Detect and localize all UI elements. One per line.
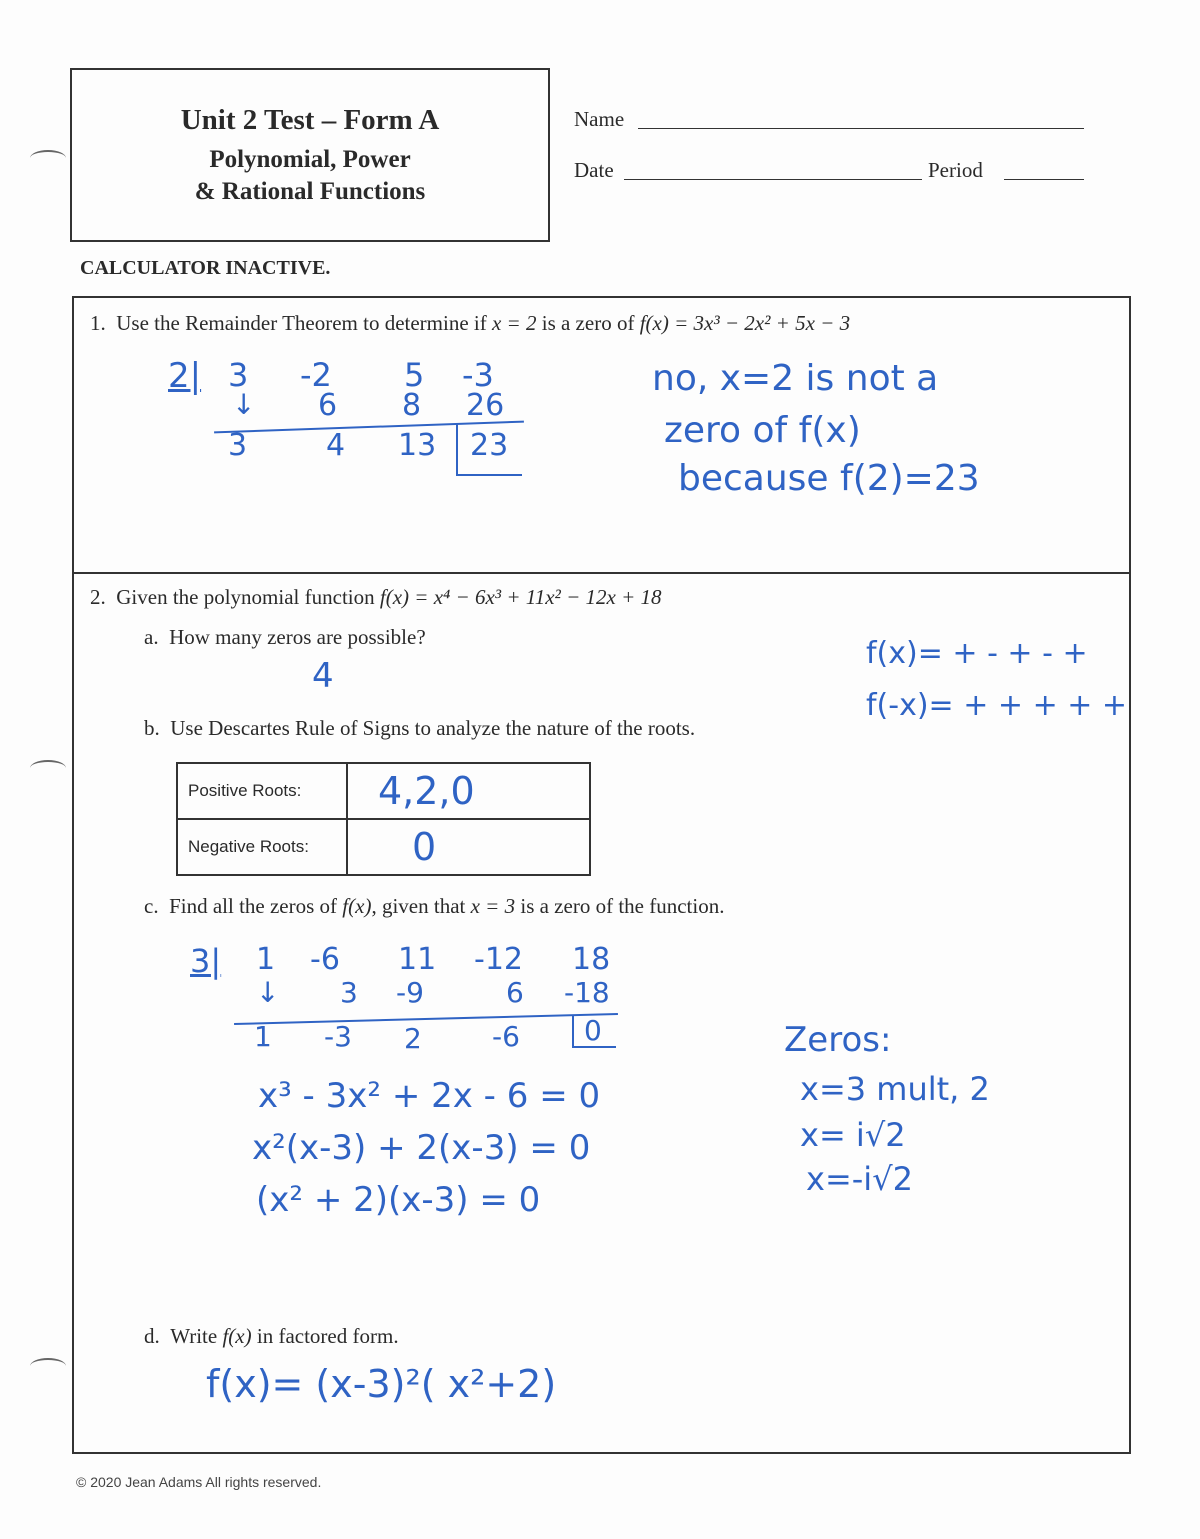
factoring-step-3: (x² + 2)(x-3) = 0: [256, 1180, 541, 1220]
q2-row3-c1: 1: [254, 1020, 272, 1053]
test-subtitle-line2: & Rational Functions: [194, 178, 426, 205]
binder-hole-mark: [30, 1358, 66, 1374]
name-label: Name: [574, 107, 625, 131]
prompt-text: is a zero of the function.: [515, 894, 725, 918]
q2-row2-c4: 6: [506, 976, 524, 1009]
q2-row3-c2: -3: [324, 1020, 352, 1053]
title-box: [70, 68, 550, 242]
name-field[interactable]: [638, 128, 1084, 129]
q1-row3-c4: 23: [470, 428, 509, 463]
factoring-step-1: x³ - 3x² + 2x - 6 = 0: [258, 1076, 601, 1116]
q1-row2-c3: 8: [402, 388, 422, 423]
q2-row1-c2: -6: [310, 942, 340, 977]
question-number: 2.: [90, 585, 106, 609]
prompt-text: in factored form.: [251, 1324, 399, 1348]
q1-row2-c2: 6: [318, 388, 338, 423]
part-d-prompt: [144, 1324, 399, 1349]
q1-row2-c1: ↓: [232, 388, 256, 421]
part-label: b.: [144, 716, 160, 740]
q2-row2-c5: -18: [564, 976, 610, 1009]
q1-answer-line3: because f(2)=23: [678, 458, 980, 499]
positive-roots-value[interactable]: 4,2,0: [347, 763, 590, 819]
period-label: Period: [928, 158, 983, 182]
period-field[interactable]: [1004, 179, 1084, 180]
negative-roots-label: Negative Roots:: [177, 819, 347, 875]
zeros-title: Zeros:: [784, 1020, 892, 1060]
q2-row2-c1: ↓: [256, 976, 280, 1009]
part-label: c.: [144, 894, 159, 918]
prompt-text: Use the Remainder Theorem to determine if: [116, 311, 492, 335]
calculator-inactive-note: CALCULATOR INACTIVE.: [80, 257, 331, 279]
date-field[interactable]: [624, 179, 922, 180]
q1-row3-c3: 13: [398, 428, 437, 463]
descartes-roots-table: [176, 762, 591, 876]
q2-row3-c3: 2: [404, 1022, 422, 1055]
part-label: a.: [144, 625, 159, 649]
q1-row1-c2: -2: [300, 356, 332, 394]
q2-row1-c5: 18: [572, 942, 611, 977]
zero-2: x= i√2: [800, 1116, 906, 1154]
zero-1: x=3 mult, 2: [800, 1070, 990, 1108]
table-row: [177, 819, 590, 875]
test-subtitle-line1: Polynomial, Power: [209, 146, 411, 173]
q1-answer-line1: no, x=2 is not a: [652, 358, 939, 399]
prompt-text: , given that: [371, 894, 471, 918]
test-title: Unit 2 Test – Form A: [180, 104, 440, 136]
prompt-condition: x = 3: [470, 894, 516, 918]
prompt-function: f(x) = x⁴ − 6x³ + 11x² − 12x + 18: [379, 585, 662, 609]
prompt-text: Given the polynomial function: [116, 585, 380, 609]
part-a-answer: 4: [312, 656, 334, 696]
question-number: 1.: [90, 311, 106, 335]
q2-row3-c5: 0: [584, 1014, 602, 1047]
prompt-text: How many zeros are possible?: [169, 625, 426, 649]
q1-divisor: 2|: [168, 356, 202, 396]
q1-answer-line2: zero of f(x): [664, 410, 861, 451]
factoring-step-2: x²(x-3) + 2(x-3) = 0: [252, 1128, 591, 1168]
date-label: Date: [574, 158, 614, 182]
binder-hole-mark: [30, 150, 66, 166]
q2-row3-c4: -6: [492, 1020, 520, 1053]
q2-row1-c1: 1: [256, 942, 276, 977]
q2-row2-c2: 3: [340, 976, 358, 1009]
part-d-answer: f(x)= (x-3)²( x²+2): [206, 1362, 557, 1406]
sign-changes-fx: f(x)= + - + - +: [866, 636, 1088, 671]
q1-row1-c4: -3: [462, 356, 494, 394]
copyright-footer: © 2020 Jean Adams All rights reserved.: [76, 1474, 322, 1490]
part-b-prompt: [144, 716, 695, 741]
table-row: [177, 763, 590, 819]
zero-3: x=-i√2: [806, 1160, 913, 1198]
q1-row3-c2: 4: [326, 428, 346, 463]
binder-hole-mark: [30, 760, 66, 776]
q1-row3-c1: 3: [228, 428, 248, 463]
prompt-function: f(x): [222, 1324, 252, 1348]
q2-row1-c3: 11: [398, 942, 437, 977]
prompt-function: f(x): [342, 894, 372, 918]
part-a-prompt: [144, 625, 426, 650]
part-c-prompt: [144, 894, 724, 919]
prompt-text: Use Descartes Rule of Signs to analyze the nature of the roots.: [170, 716, 696, 740]
prompt-text: Write: [170, 1324, 223, 1348]
q1-row1-c3: 5: [404, 356, 425, 394]
prompt-condition: x = 2: [491, 311, 537, 335]
q2-divisor: 3|: [190, 942, 222, 980]
q1-row1-c1: 3: [228, 356, 249, 394]
positive-roots-label: Positive Roots:: [177, 763, 347, 819]
q1-row2-c4: 26: [466, 388, 505, 423]
negative-roots-value[interactable]: 0: [347, 819, 590, 875]
prompt-text: is a zero of: [536, 311, 640, 335]
prompt-text: Find all the zeros of: [169, 894, 343, 918]
prompt-function: f(x) = 3x³ − 2x² + 5x − 3: [639, 311, 851, 335]
question-1-prompt: [90, 311, 850, 336]
sign-changes-f-neg-x: f(-x)= + + + + +: [866, 688, 1128, 723]
part-label: d.: [144, 1324, 160, 1348]
question-2-prompt: [90, 585, 662, 610]
q2-row1-c4: -12: [474, 942, 523, 977]
q2-row2-c3: -9: [396, 976, 424, 1009]
